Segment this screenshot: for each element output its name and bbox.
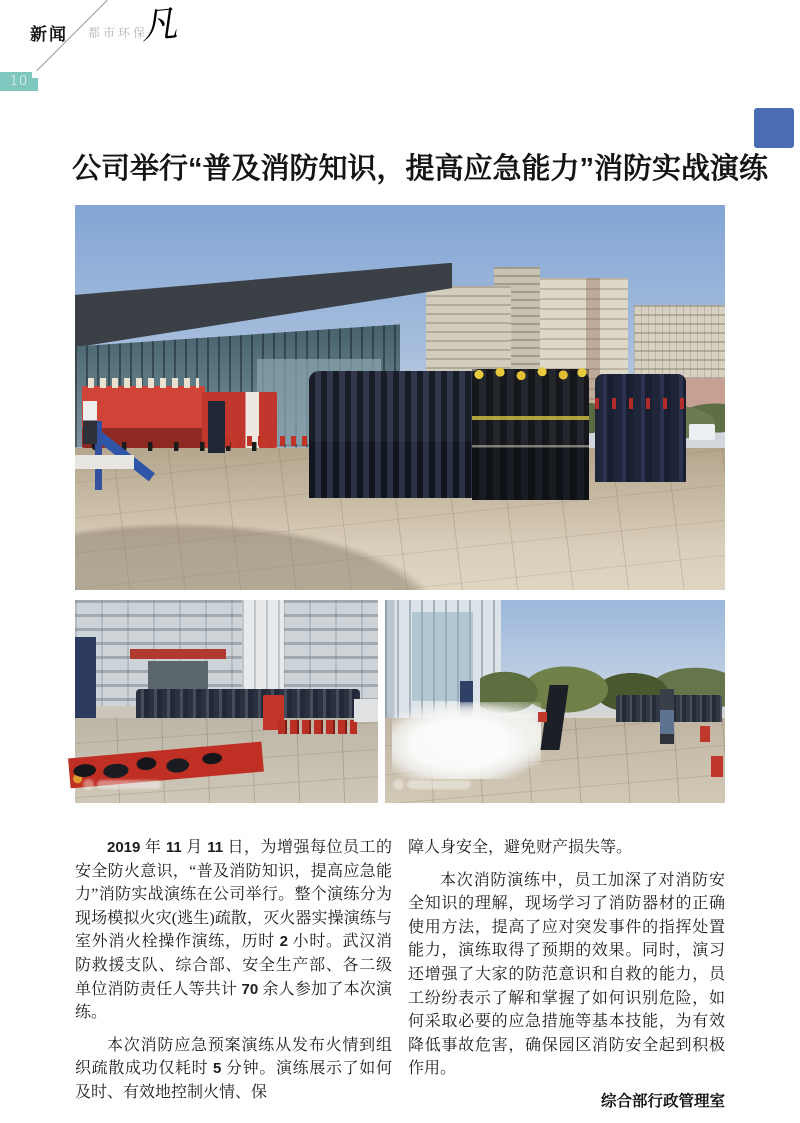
person-white-shirt xyxy=(83,401,97,443)
main-photo-fire-drill-assembly xyxy=(75,205,725,590)
camera-watermark xyxy=(97,780,161,789)
body-paragraph: 障人身安全，避免财产损失等。 xyxy=(408,839,633,856)
corner-accent-square xyxy=(754,108,794,148)
brand-name: 都市环保 xyxy=(88,26,149,40)
article-title: 公司举行“普及消防知识，提高应急能力”消防实战演练 xyxy=(72,153,769,185)
staff-group-right xyxy=(595,374,686,482)
body-column-left xyxy=(75,836,392,1123)
fire-truck-ladder-rack xyxy=(88,378,199,388)
bystander-jeans xyxy=(660,689,674,744)
camera-watermark xyxy=(407,780,471,789)
section-label: 新闻 xyxy=(30,25,68,44)
body-paragraph: 2019 年 11 月 11 日，为增强每位员工的安全防火意识，“普及消防知识，提高应急能力”消防实战演练在公司举行。整个演练分为现场模拟火灾(逃生)疏散，灭火器实操演练与室外消火栓操作演练，历时 2 小时。武汉消防救援支队、综合部、安全生产部、各二级单位消防责任人等共计 70 余人参加了本次演练。 xyxy=(75,839,392,1022)
byline: 综合部行政管理室 xyxy=(600,1092,725,1110)
white-cart xyxy=(689,424,715,439)
article-body xyxy=(75,836,725,1123)
extinguisher-row xyxy=(278,720,357,734)
extinguisher xyxy=(700,726,710,742)
red-banner xyxy=(130,649,227,659)
badge-notch xyxy=(32,72,38,78)
employee-crowd-texture xyxy=(309,371,485,498)
red-armbands xyxy=(595,398,686,410)
equipment-table xyxy=(75,455,134,468)
yellow-helmets xyxy=(472,363,589,386)
photo-equipment-display xyxy=(75,600,378,803)
page-number: 10 xyxy=(9,74,29,89)
extinguisher-in-hand xyxy=(538,712,547,722)
body-column-right xyxy=(408,836,725,1123)
camera-watermark-icon xyxy=(83,779,94,790)
body-paragraph: 本次消防应急预案演练从发布火情到组织疏散成功仅耗时 5 分钟。演练展示了如何及时、有效地控制火情、保 xyxy=(75,1036,392,1101)
brand-calligraphy-logo: 凡 xyxy=(138,3,180,48)
extinguisher xyxy=(711,756,723,776)
photo-extinguisher-practice xyxy=(385,600,725,803)
side-table xyxy=(354,699,378,721)
instructor-figure xyxy=(208,401,225,453)
camera-watermark-icon xyxy=(393,779,404,790)
firefighter-reflective-stripes xyxy=(472,369,589,500)
extinguisher-smoke-cloud xyxy=(392,702,542,779)
body-paragraph: 本次消防演练中，员工加深了对消防安全知识的理解，现场学习了消防器材的正确使用方法，提高了应对突发事件的指挥处置能力，演练取得了预期的效果。同时，演习还增强了大家的防范意识和自救的能力，员工纷纷表示了解和掌握了如何识别危险，如何采取必要的应急措施等基本技能，为有效降低事故危害，确保园区消防安全起到积极作用。 xyxy=(408,871,725,1078)
